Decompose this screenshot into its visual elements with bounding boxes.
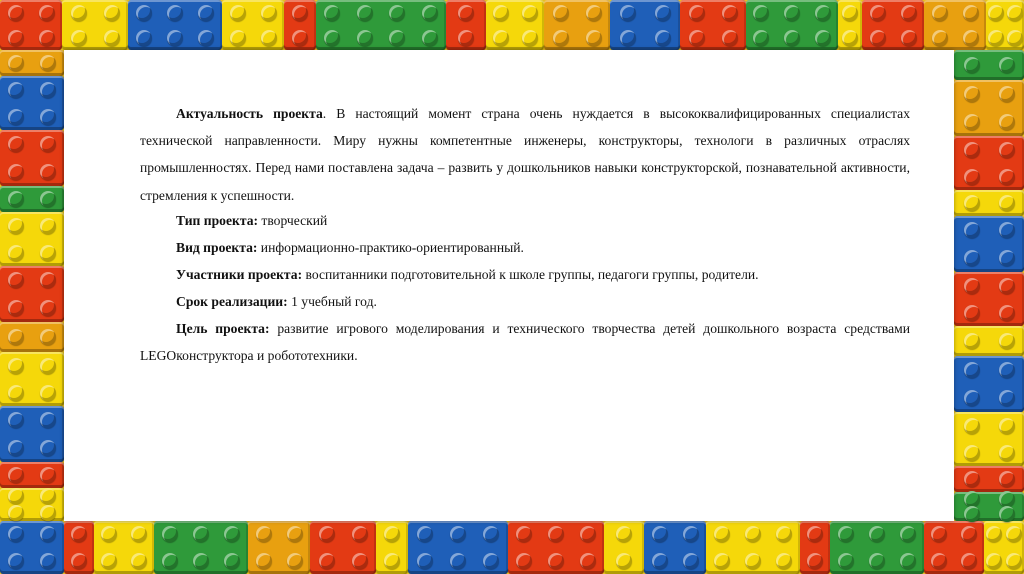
lego-brick: [924, 0, 986, 50]
lego-stud: [40, 109, 56, 125]
lego-stud: [389, 5, 405, 21]
lego-stud: [483, 526, 499, 542]
lego-brick: [984, 521, 1024, 574]
lego-brick: [0, 50, 64, 76]
document-page: [64, 50, 954, 521]
lego-stud: [71, 5, 87, 21]
lego-stud: [40, 245, 56, 261]
lego-stud: [964, 491, 980, 507]
lego-stud: [193, 526, 209, 542]
lego-stud: [964, 114, 980, 130]
lego-brick: [680, 0, 746, 50]
project-kind-label: Вид проекта:: [176, 240, 258, 255]
lego-brick: [376, 521, 408, 574]
lego-stud: [40, 329, 56, 345]
lego-stud: [292, 30, 308, 46]
lego-stud: [714, 553, 730, 569]
participants-line: [176, 261, 759, 288]
lego-stud: [458, 5, 474, 21]
lego-stud: [964, 305, 980, 321]
lego-stud: [1006, 526, 1022, 542]
lego-stud: [167, 30, 183, 46]
lego-stud: [162, 553, 178, 569]
lego-brick: [954, 190, 1024, 216]
lego-brick: [954, 80, 1024, 136]
lego-brick: [154, 521, 248, 574]
lego-stud: [324, 5, 340, 21]
lego-stud: [986, 553, 1002, 569]
lego-stud: [776, 553, 792, 569]
lego-brick: [248, 521, 310, 574]
lego-stud: [8, 440, 24, 456]
lego-brick: [644, 521, 706, 574]
lego-stud: [40, 191, 56, 207]
lego-stud: [784, 30, 800, 46]
lego-stud: [745, 553, 761, 569]
lego-stud: [287, 526, 303, 542]
lego-stud: [964, 142, 980, 158]
lego-stud: [224, 553, 240, 569]
lego-stud: [40, 164, 56, 180]
lego-stud: [8, 505, 24, 521]
lego-stud: [256, 526, 272, 542]
lego-brick: [508, 521, 604, 574]
lego-stud: [586, 30, 602, 46]
term-line: [176, 288, 377, 315]
lego-stud: [900, 526, 916, 542]
lego-stud: [999, 333, 1015, 349]
lego-brick: [954, 50, 1024, 80]
lego-brick: [486, 0, 544, 50]
lego-stud: [136, 5, 152, 21]
lego-stud: [1007, 30, 1023, 46]
lego-brick: [954, 412, 1024, 466]
lego-stud: [963, 30, 979, 46]
lego-stud: [8, 385, 24, 401]
lego-brick: [986, 0, 1024, 50]
lego-brick: [0, 186, 64, 212]
lego-stud: [40, 358, 56, 374]
lego-stud: [553, 5, 569, 21]
project-type-label: Тип проекта:: [176, 213, 259, 228]
lego-stud: [357, 5, 373, 21]
lego-stud: [999, 250, 1015, 266]
lego-stud: [522, 5, 538, 21]
lego-stud: [999, 195, 1015, 211]
lego-stud: [8, 412, 24, 428]
lego-brick: [746, 0, 838, 50]
lego-stud: [776, 526, 792, 542]
term-value: 1 учебный год.: [287, 294, 377, 309]
lego-stud: [999, 169, 1015, 185]
lego-brick: [64, 521, 94, 574]
lego-brick: [838, 0, 862, 50]
goal-label: Цель проекта:: [176, 321, 270, 336]
lego-stud: [999, 390, 1015, 406]
lego-stud: [483, 553, 499, 569]
lego-stud: [162, 526, 178, 542]
lego-stud: [261, 30, 277, 46]
lego-stud: [292, 5, 308, 21]
lego-stud: [422, 30, 438, 46]
lego-brick: [954, 136, 1024, 190]
relevance-text: . В настоящий момент страна очень нуждается в высококвалифицированных специалистах технической направленности. Миру нужны компетентные инженеры, конструкторы, технологи в различных отраслях промышленностях. Перед нами поставлена задача – развить у дошкольников навыки конструкторской, познавательной активности, стремления к успешности.: [140, 106, 910, 203]
lego-stud: [580, 553, 596, 569]
lego-brick: [284, 0, 316, 50]
lego-stud: [450, 553, 466, 569]
lego-brick: [800, 521, 830, 574]
lego-stud: [8, 55, 24, 71]
lego-stud: [964, 86, 980, 102]
lego-brick: [446, 0, 486, 50]
lego-stud: [516, 553, 532, 569]
lego-stud: [964, 333, 980, 349]
lego-stud: [753, 5, 769, 21]
lego-stud: [999, 418, 1015, 434]
relevance-label: Актуальность проекта: [176, 106, 323, 121]
lego-stud: [655, 5, 671, 21]
lego-stud: [999, 57, 1015, 73]
lego-stud: [689, 5, 705, 21]
lego-brick: [0, 406, 64, 462]
lego-stud: [548, 526, 564, 542]
lego-stud: [198, 30, 214, 46]
lego-stud: [870, 5, 886, 21]
lego-stud: [104, 30, 120, 46]
lego-stud: [324, 30, 340, 46]
lego-stud: [999, 142, 1015, 158]
lego-stud: [722, 30, 738, 46]
lego-brick: [0, 212, 64, 266]
lego-stud: [384, 526, 400, 542]
lego-stud: [516, 526, 532, 542]
lego-stud: [8, 82, 24, 98]
lego-stud: [807, 553, 823, 569]
lego-stud: [71, 526, 87, 542]
lego-stud: [131, 553, 147, 569]
lego-stud: [417, 553, 433, 569]
lego-stud: [870, 30, 886, 46]
lego-brick: [408, 521, 508, 574]
lego-brick: [0, 0, 62, 50]
lego-brick: [954, 326, 1024, 356]
lego-stud: [807, 526, 823, 542]
lego-stud: [620, 30, 636, 46]
lego-stud: [40, 136, 56, 152]
lego-stud: [999, 222, 1015, 238]
lego-stud: [932, 30, 948, 46]
lego-stud: [230, 5, 246, 21]
lego-stud: [838, 553, 854, 569]
lego-stud: [8, 300, 24, 316]
lego-stud: [964, 418, 980, 434]
lego-stud: [999, 114, 1015, 130]
lego-stud: [999, 445, 1015, 461]
lego-stud: [869, 553, 885, 569]
lego-stud: [352, 526, 368, 542]
lego-stud: [999, 305, 1015, 321]
lego-stud: [689, 30, 705, 46]
lego-stud: [40, 467, 56, 483]
lego-brick: [310, 521, 376, 574]
lego-stud: [319, 553, 335, 569]
goal-paragraph: [140, 315, 910, 369]
lego-stud: [586, 5, 602, 21]
lego-brick: [0, 76, 64, 130]
lego-stud: [869, 526, 885, 542]
lego-stud: [964, 506, 980, 522]
lego-brick: [954, 492, 1024, 521]
lego-stud: [964, 169, 980, 185]
lego-stud: [39, 30, 55, 46]
lego-stud: [198, 5, 214, 21]
lego-stud: [616, 526, 632, 542]
lego-brick: [830, 521, 924, 574]
lego-stud: [40, 440, 56, 456]
lego-stud: [999, 471, 1015, 487]
lego-stud: [842, 5, 858, 21]
lego-brick: [128, 0, 222, 50]
lego-stud: [287, 553, 303, 569]
lego-stud: [620, 5, 636, 21]
lego-stud: [40, 526, 56, 542]
lego-brick: [924, 521, 984, 574]
lego-stud: [384, 553, 400, 569]
lego-brick: [0, 322, 64, 352]
lego-stud: [40, 505, 56, 521]
lego-stud: [753, 30, 769, 46]
lego-stud: [963, 5, 979, 21]
lego-stud: [964, 278, 980, 294]
lego-stud: [999, 86, 1015, 102]
lego-brick: [94, 521, 154, 574]
lego-brick: [0, 462, 64, 488]
lego-stud: [193, 553, 209, 569]
lego-stud: [522, 30, 538, 46]
lego-stud: [988, 5, 1004, 21]
lego-stud: [101, 553, 117, 569]
lego-brick: [222, 0, 284, 50]
lego-stud: [40, 412, 56, 428]
lego-stud: [40, 218, 56, 234]
lego-stud: [964, 390, 980, 406]
lego-brick: [316, 0, 446, 50]
lego-stud: [580, 526, 596, 542]
project-type-line: [176, 207, 327, 234]
lego-brick: [0, 488, 64, 521]
lego-stud: [224, 526, 240, 542]
lego-stud: [964, 57, 980, 73]
lego-stud: [1007, 5, 1023, 21]
lego-stud: [40, 55, 56, 71]
goal-text: развитие игрового моделирования и технического творчества детей дошкольного возраста средствами LEGOконструктора и робототехники.: [140, 321, 911, 364]
participants-label: Участники проекта:: [176, 267, 303, 282]
lego-stud: [548, 553, 564, 569]
lego-stud: [8, 218, 24, 234]
lego-stud: [714, 526, 730, 542]
lego-stud: [71, 553, 87, 569]
lego-stud: [900, 553, 916, 569]
lego-stud: [104, 5, 120, 21]
lego-stud: [964, 471, 980, 487]
lego-stud: [964, 362, 980, 378]
lego-stud: [8, 488, 24, 504]
lego-brick: [604, 521, 644, 574]
lego-stud: [8, 191, 24, 207]
lego-stud: [319, 526, 335, 542]
lego-stud: [961, 526, 977, 542]
lego-stud: [493, 5, 509, 21]
lego-stud: [8, 526, 24, 542]
lego-brick: [954, 466, 1024, 492]
lego-stud: [422, 5, 438, 21]
lego-stud: [101, 526, 117, 542]
lego-stud: [230, 30, 246, 46]
lego-stud: [417, 526, 433, 542]
participants-value: воспитанники подготовительной к школе группы, педагоги группы, родители.: [302, 267, 759, 282]
lego-stud: [964, 222, 980, 238]
relevance-paragraph: [140, 100, 910, 209]
lego-stud: [131, 526, 147, 542]
lego-stud: [8, 5, 24, 21]
lego-stud: [8, 358, 24, 374]
lego-stud: [999, 491, 1015, 507]
lego-stud: [458, 30, 474, 46]
lego-stud: [722, 5, 738, 21]
lego-stud: [616, 553, 632, 569]
lego-stud: [40, 553, 56, 569]
lego-stud: [655, 30, 671, 46]
lego-stud: [40, 385, 56, 401]
lego-stud: [357, 30, 373, 46]
lego-stud: [8, 553, 24, 569]
lego-stud: [964, 250, 980, 266]
lego-stud: [8, 467, 24, 483]
lego-brick: [0, 521, 64, 574]
lego-stud: [838, 526, 854, 542]
lego-stud: [136, 30, 152, 46]
lego-brick: [62, 0, 128, 50]
lego-stud: [493, 30, 509, 46]
lego-stud: [931, 526, 947, 542]
lego-stud: [901, 30, 917, 46]
lego-stud: [39, 5, 55, 21]
lego-stud: [986, 526, 1002, 542]
lego-stud: [988, 30, 1004, 46]
lego-stud: [815, 30, 831, 46]
lego-stud: [167, 5, 183, 21]
lego-stud: [999, 506, 1015, 522]
lego-stud: [1006, 553, 1022, 569]
lego-stud: [8, 329, 24, 345]
lego-stud: [450, 526, 466, 542]
lego-stud: [745, 526, 761, 542]
lego-stud: [901, 5, 917, 21]
lego-stud: [999, 362, 1015, 378]
project-type-value: творческий: [258, 213, 328, 228]
lego-stud: [8, 245, 24, 261]
lego-stud: [553, 30, 569, 46]
lego-stud: [256, 553, 272, 569]
lego-stud: [8, 136, 24, 152]
lego-stud: [40, 82, 56, 98]
lego-brick: [954, 356, 1024, 412]
lego-stud: [8, 272, 24, 288]
lego-stud: [8, 30, 24, 46]
project-kind-value: информационно-практико-ориентированный.: [257, 240, 524, 255]
lego-stud: [8, 164, 24, 180]
lego-stud: [40, 272, 56, 288]
lego-stud: [8, 109, 24, 125]
lego-stud: [352, 553, 368, 569]
lego-stud: [389, 30, 405, 46]
lego-stud: [964, 445, 980, 461]
lego-stud: [964, 195, 980, 211]
lego-brick: [862, 0, 924, 50]
lego-brick: [954, 216, 1024, 272]
lego-brick: [706, 521, 800, 574]
lego-brick: [0, 130, 64, 186]
lego-stud: [71, 30, 87, 46]
lego-stud: [40, 300, 56, 316]
lego-brick: [610, 0, 680, 50]
term-label: Срок реализации:: [176, 294, 288, 309]
lego-stud: [261, 5, 277, 21]
lego-stud: [784, 5, 800, 21]
lego-stud: [652, 553, 668, 569]
lego-brick: [544, 0, 610, 50]
lego-brick: [0, 266, 64, 322]
lego-stud: [842, 30, 858, 46]
lego-brick: [954, 272, 1024, 326]
lego-stud: [999, 278, 1015, 294]
project-kind-line: [176, 234, 524, 261]
lego-stud: [815, 5, 831, 21]
lego-stud: [40, 488, 56, 504]
lego-stud: [652, 526, 668, 542]
lego-stud: [931, 553, 947, 569]
lego-brick: [0, 352, 64, 406]
lego-stud: [683, 553, 699, 569]
lego-stud: [683, 526, 699, 542]
lego-stud: [961, 553, 977, 569]
lego-stud: [932, 5, 948, 21]
